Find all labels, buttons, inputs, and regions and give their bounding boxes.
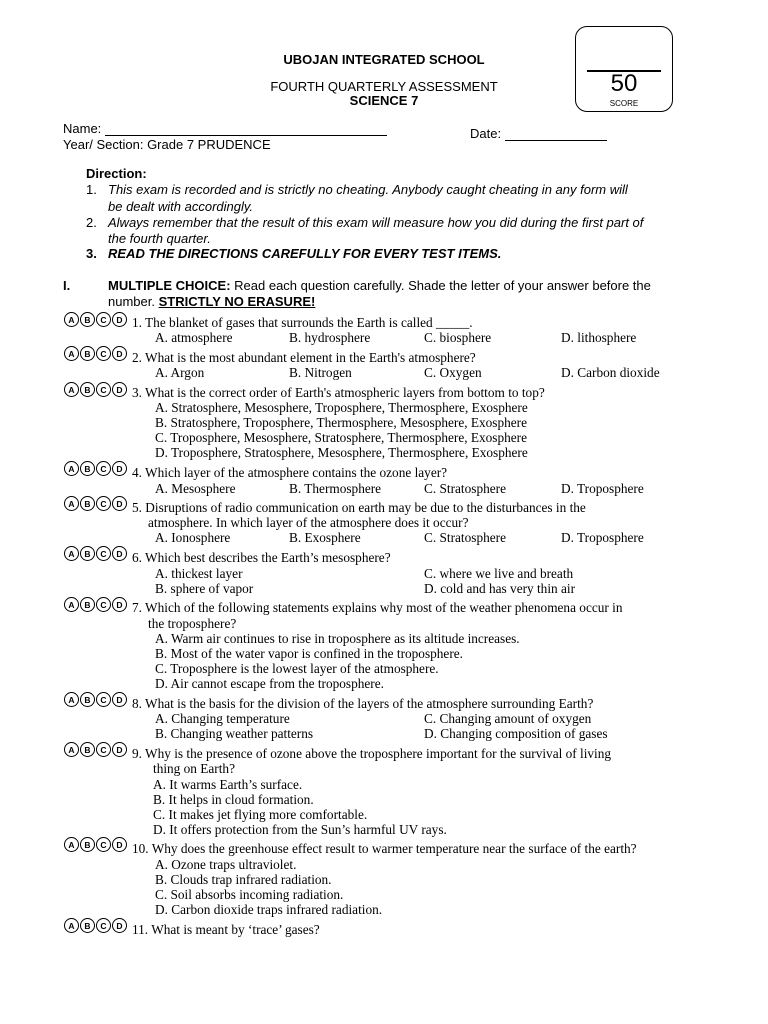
direction-num-2: 2. xyxy=(86,215,97,230)
q1-choice-d: D. lithosphere xyxy=(561,330,637,345)
q10-choice-c: C. Soil absorbs incoming radiation. xyxy=(155,887,344,902)
bubble-a[interactable]: A xyxy=(64,546,79,561)
school-name: UBOJAN INTEGRATED SCHOOL xyxy=(283,52,485,67)
no-erasure-note: STRICTLY NO ERASURE! xyxy=(158,294,316,309)
bubble-c[interactable]: C xyxy=(96,312,111,327)
bubble-d[interactable]: D xyxy=(112,461,127,476)
bubble-c[interactable]: C xyxy=(96,346,111,361)
q6-choice-d: D. cold and has very thin air xyxy=(424,581,576,596)
direction-title: Direction: xyxy=(86,166,147,181)
q9-choice-a: A. It warms Earth’s surface. xyxy=(153,777,303,792)
q4-choice-d: D. Troposphere xyxy=(561,481,644,496)
answer-bubbles-q1 xyxy=(64,312,128,327)
bubble-c[interactable]: C xyxy=(96,461,111,476)
q1-choice-a: A. atmosphere xyxy=(155,330,233,345)
section-text: Read each question carefully. Shade the letter of your answer before the xyxy=(230,278,651,293)
bubble-c[interactable]: C xyxy=(96,382,111,397)
q5-choice-a: A. Ionosphere xyxy=(155,530,231,545)
answer-bubbles-q7 xyxy=(64,597,128,612)
direction-item-2: Always remember that the result of this exam will measure how you did during the first part of xyxy=(108,215,644,230)
section-instruction xyxy=(108,278,651,293)
bubble-a[interactable]: A xyxy=(64,918,79,933)
answer-bubbles-q3 xyxy=(64,382,128,397)
bubble-b[interactable]: B xyxy=(80,496,95,511)
answer-bubbles-q9 xyxy=(64,742,128,757)
q2-choice-b: B. Nitrogen xyxy=(289,365,352,380)
bubble-d[interactable]: D xyxy=(112,918,127,933)
bubble-c[interactable]: C xyxy=(96,918,111,933)
bubble-b[interactable]: B xyxy=(80,382,95,397)
subject-title: SCIENCE 7 xyxy=(349,93,419,108)
bubble-d[interactable]: D xyxy=(112,312,127,327)
question-6: 6. Which best describes the Earth’s mesosphere? xyxy=(132,550,391,565)
answer-bubbles-q4 xyxy=(64,461,128,476)
answer-bubbles-q6 xyxy=(64,546,128,561)
answer-bubbles-q5 xyxy=(64,496,128,511)
bubble-a[interactable]: A xyxy=(64,312,79,327)
q10-choice-b: B. Clouds trap infrared radiation. xyxy=(155,872,332,887)
bubble-b[interactable]: B xyxy=(80,692,95,707)
bubble-d[interactable]: D xyxy=(112,346,127,361)
bubble-d[interactable]: D xyxy=(112,837,127,852)
question-2: 2. What is the most abundant element in the Earth's atmosphere? xyxy=(132,350,476,365)
score-label: SCORE xyxy=(609,99,639,108)
bubble-d[interactable]: D xyxy=(112,692,127,707)
date-row xyxy=(470,126,607,141)
bubble-b[interactable]: B xyxy=(80,918,95,933)
bubble-a[interactable]: A xyxy=(64,837,79,852)
q4-choice-b: B. Thermosphere xyxy=(289,481,382,496)
bubble-b[interactable]: B xyxy=(80,461,95,476)
question-5: 5. Disruptions of radio communication on earth may be due to the disturbances in the xyxy=(132,500,586,515)
q3-choice-d: D. Troposphere, Stratosphere, Mesosphere, Thermosphere, Exosphere xyxy=(155,445,528,460)
bubble-b[interactable]: B xyxy=(80,312,95,327)
year-section: Year/ Section: Grade 7 PRUDENCE xyxy=(63,137,271,152)
section-title: MULTIPLE CHOICE: xyxy=(108,278,231,293)
q10-choice-a: A. Ozone traps ultraviolet. xyxy=(155,857,297,872)
q8-choice-b: B. Changing weather patterns xyxy=(155,726,314,741)
direction-num-1: 1. xyxy=(86,182,97,197)
bubble-d[interactable]: D xyxy=(112,742,127,757)
answer-bubbles-q2 xyxy=(64,346,128,361)
name-row xyxy=(63,121,387,136)
section-text2: number. xyxy=(108,294,159,309)
q9-choice-c: C. It makes jet flying more comfortable. xyxy=(153,807,368,822)
direction-item-3: READ THE DIRECTIONS CAREFULLY FOR EVERY TEST ITEMS. xyxy=(108,246,502,261)
q8-choice-d: D. Changing composition of gases xyxy=(424,726,608,741)
q6-choice-a: A. thickest layer xyxy=(155,566,243,581)
bubble-c[interactable]: C xyxy=(96,496,111,511)
score-value: 50 xyxy=(610,70,638,97)
bubble-b[interactable]: B xyxy=(80,346,95,361)
name-field[interactable] xyxy=(105,123,387,136)
q2-choice-c: C. Oxygen xyxy=(424,365,482,380)
name-label: Name: xyxy=(63,121,102,136)
question-3: 3. What is the correct order of Earth's atmospheric layers from bottom to top? xyxy=(132,385,545,400)
bubble-a[interactable]: A xyxy=(64,346,79,361)
q3-choice-c: C. Troposphere, Mesosphere, Stratosphere, Thermosphere, Exosphere xyxy=(155,430,527,445)
bubble-d[interactable]: D xyxy=(112,597,127,612)
q2-choice-a: A. Argon xyxy=(155,365,205,380)
q1-choice-c: C. biosphere xyxy=(424,330,492,345)
bubble-a[interactable]: A xyxy=(64,692,79,707)
bubble-b[interactable]: B xyxy=(80,742,95,757)
bubble-a[interactable]: A xyxy=(64,382,79,397)
bubble-a[interactable]: A xyxy=(64,597,79,612)
bubble-d[interactable]: D xyxy=(112,496,127,511)
q6-choice-b: B. sphere of vapor xyxy=(155,581,254,596)
question-7-cont: the troposphere? xyxy=(148,616,237,631)
bubble-c[interactable]: C xyxy=(96,546,111,561)
q5-choice-d: D. Troposphere xyxy=(561,530,644,545)
q6-choice-c: C. where we live and breath xyxy=(424,566,574,581)
q3-choice-a: A. Stratosphere, Mesosphere, Troposphere, Thermosphere, Exosphere xyxy=(155,400,528,415)
question-10: 10. Why does the greenhouse effect result to warmer temperature near the surface of the earth? xyxy=(132,841,637,856)
bubble-b[interactable]: B xyxy=(80,597,95,612)
question-7: 7. Which of the following statements explains why most of the weather phenomena occur in xyxy=(132,600,623,615)
direction-num-3: 3. xyxy=(86,246,97,261)
question-9: 9. Why is the presence of ozone above the troposphere important for the survival of living xyxy=(132,746,612,761)
q1-choice-b: B. hydrosphere xyxy=(289,330,371,345)
answer-bubbles-q10 xyxy=(64,837,128,852)
assessment-title: FOURTH QUARTERLY ASSESSMENT xyxy=(270,79,498,94)
q7-choice-a: A. Warm air continues to rise in troposphere as its altitude increases. xyxy=(155,631,520,646)
q4-choice-a: A. Mesosphere xyxy=(155,481,236,496)
question-1: 1. The blanket of gases that surrounds the Earth is called _____. xyxy=(132,315,473,330)
q4-choice-c: C. Stratosphere xyxy=(424,481,506,496)
q5-choice-c: C. Stratosphere xyxy=(424,530,506,545)
bubble-d[interactable]: D xyxy=(112,382,127,397)
bubble-a[interactable]: A xyxy=(64,496,79,511)
q5-choice-b: B. Exosphere xyxy=(289,530,361,545)
question-8: 8. What is the basis for the division of the layers of the atmosphere surrounding Earth? xyxy=(132,696,594,711)
score-box xyxy=(575,26,673,112)
question-4: 4. Which layer of the atmosphere contains the ozone layer? xyxy=(132,465,448,480)
section-roman: I. xyxy=(63,278,71,293)
bubble-c[interactable]: C xyxy=(96,742,111,757)
answer-bubbles-q8 xyxy=(64,692,128,707)
q8-choice-a: A. Changing temperature xyxy=(155,711,290,726)
bubble-a[interactable]: A xyxy=(64,461,79,476)
q7-choice-d: D. Air cannot escape from the troposphere. xyxy=(155,676,384,691)
q10-choice-d: D. Carbon dioxide traps infrared radiation. xyxy=(155,902,383,917)
direction-item-1: This exam is recorded and is strictly no cheating. Anybody caught cheating in any form will xyxy=(108,182,628,197)
answer-bubbles-q11 xyxy=(64,918,128,933)
bubble-b[interactable]: B xyxy=(80,546,95,561)
q7-choice-c: C. Troposphere is the lowest layer of the atmosphere. xyxy=(155,661,439,676)
q8-choice-c: C. Changing amount of oxygen xyxy=(424,711,592,726)
question-5-cont: atmosphere. In which layer of the atmosphere does it occur? xyxy=(148,515,469,530)
date-field[interactable] xyxy=(505,128,607,141)
bubble-d[interactable]: D xyxy=(112,546,127,561)
section-instruction-cont xyxy=(108,294,315,309)
bubble-b[interactable]: B xyxy=(80,837,95,852)
bubble-c[interactable]: C xyxy=(96,597,111,612)
q2-choice-d: D. Carbon dioxide xyxy=(561,365,660,380)
question-11: 11. What is meant by ‘trace’ gases? xyxy=(132,922,320,937)
bubble-c[interactable]: C xyxy=(96,692,111,707)
q9-choice-d: D. It offers protection from the Sun’s harmful UV rays. xyxy=(153,822,447,837)
bubble-a[interactable]: A xyxy=(64,742,79,757)
question-9-cont: thing on Earth? xyxy=(153,761,235,776)
date-label: Date: xyxy=(470,126,502,141)
q3-choice-b: B. Stratosphere, Troposphere, Thermosphere, Mesosphere, Exosphere xyxy=(155,415,527,430)
q9-choice-b: B. It helps in cloud formation. xyxy=(153,792,314,807)
direction-item-2-cont: the fourth quarter. xyxy=(108,231,211,246)
direction-item-1-cont: be dealt with accordingly. xyxy=(108,199,254,214)
q7-choice-b: B. Most of the water vapor is confined in the troposphere. xyxy=(155,646,463,661)
bubble-c[interactable]: C xyxy=(96,837,111,852)
